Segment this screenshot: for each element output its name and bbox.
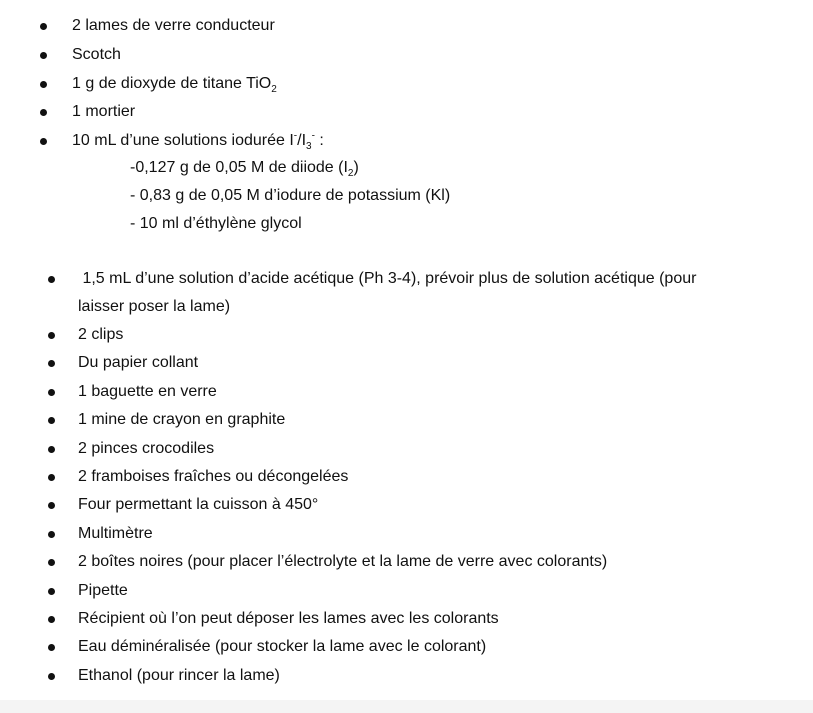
list-item-text: 2 pinces crocodiles	[78, 440, 215, 457]
list-item-text: Scotch	[72, 46, 121, 63]
list-item	[0, 494, 813, 516]
bullet	[48, 616, 55, 623]
bullet	[40, 109, 47, 116]
sub-item-potassium: - 0,83 g de 0,05 M d’iodure de potassium (Kl)	[130, 187, 451, 204]
list-item	[0, 636, 813, 658]
list-item-acetic-line2	[0, 296, 813, 318]
list-item	[0, 438, 813, 460]
list-item	[0, 409, 813, 431]
list-item	[0, 44, 813, 66]
page-bottom-shade	[0, 700, 813, 713]
list-item-text: Four permettant la cuisson à 450°	[78, 496, 319, 513]
list-item-text: Eau déminéralisée (pour stocker la lame avec le colorant)	[78, 638, 487, 655]
list-item	[0, 381, 813, 403]
list-item	[0, 466, 813, 488]
bullet	[48, 531, 55, 538]
list-item-text-continuation: laisser poser la lame)	[78, 298, 231, 315]
list-item	[0, 523, 813, 545]
list-item-text: 2 boîtes noires (pour placer l’électrolyte et la lame de verre avec colorants)	[78, 553, 608, 570]
bullet	[48, 474, 55, 481]
list-item-text: 1 mine de crayon en graphite	[78, 411, 286, 428]
bullet	[48, 332, 55, 339]
list-item	[0, 551, 813, 573]
list-item-text: Multimètre	[78, 525, 153, 542]
bullet	[40, 81, 47, 88]
list-item-text: Du papier collant	[78, 354, 199, 371]
sub-item-diiode: -0,127 g de 0,05 M de diiode $(I_2)$	[130, 159, 359, 180]
bullet	[40, 23, 47, 30]
list-item-iodide-solution	[0, 130, 813, 152]
bullet	[48, 417, 55, 424]
list-item-text: 1 mortier	[72, 103, 136, 120]
bullet	[48, 276, 55, 283]
list-item-text: Ethanol (pour rincer la lame)	[78, 667, 280, 684]
list-item	[0, 101, 813, 123]
list-item-text: 1,5 mL d’une solution d’acide acétique (Ph 3-4), prévoir plus de solution acétique (pour	[78, 270, 697, 287]
bullet	[48, 559, 55, 566]
bullet	[48, 588, 55, 595]
bullet	[40, 138, 47, 145]
bullet	[48, 644, 55, 651]
list-item-text: 1 g de dioxyde de titane TiO$_2$	[72, 75, 277, 96]
list-item-text: 2 clips	[78, 326, 124, 343]
bullet	[48, 360, 55, 367]
list-item	[0, 580, 813, 602]
list-item	[0, 324, 813, 346]
bullet	[48, 673, 55, 680]
list-item-text: 2 lames de verre conducteur	[72, 17, 275, 34]
list-item-tio2	[0, 73, 813, 95]
bullet	[48, 389, 55, 396]
list-item-text: Récipient où l’on peut déposer les lames avec les colorants	[78, 610, 499, 627]
list-item-text: Pipette	[78, 582, 128, 599]
list-item-text: 1 baguette en verre	[78, 383, 217, 400]
list-item	[0, 352, 813, 374]
list-item	[0, 608, 813, 630]
bullet	[40, 52, 47, 59]
bullet	[48, 446, 55, 453]
list-item	[0, 665, 813, 687]
list-item	[0, 15, 813, 37]
list-item-text: 2 framboises fraîches ou décongelées	[78, 468, 349, 485]
list-item-text: 10 mL d’une solutions iodurée $I^-/I_3^-$ :	[72, 130, 324, 153]
sub-item-glycol: - 10 ml d’éthylène glycol	[130, 215, 302, 232]
bullet	[48, 502, 55, 509]
list-item-acetic-line1	[0, 268, 813, 290]
